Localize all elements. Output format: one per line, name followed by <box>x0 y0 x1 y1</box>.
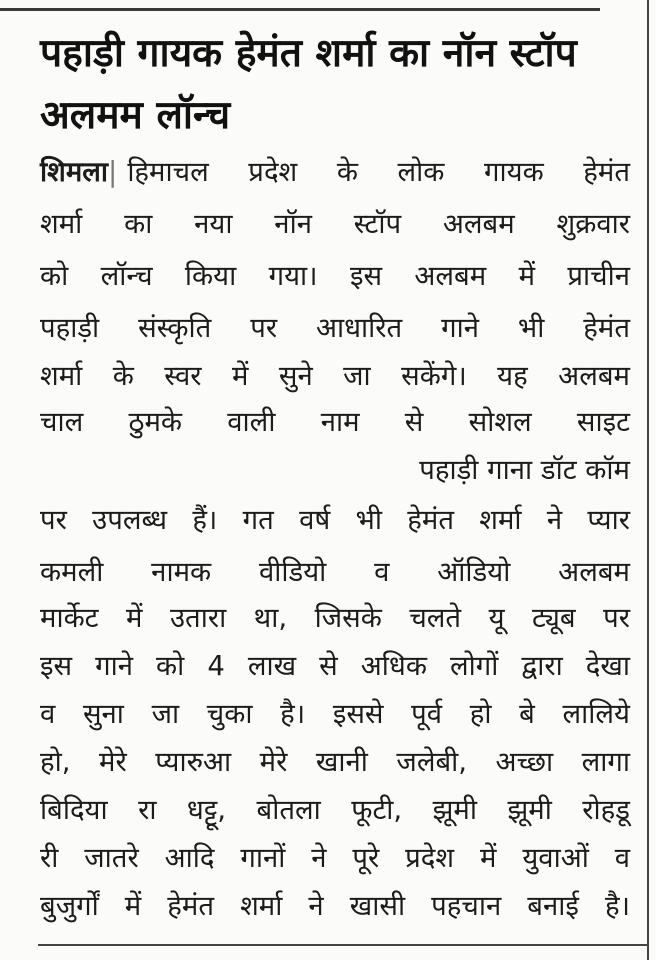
body-line-6: चाल ठुमके वाली नाम से सोशल साइट <box>40 406 630 438</box>
body-line-10: मार्केट में उतारा था, जिसके चलते यू ट्यूब पर <box>40 602 630 634</box>
body-line-2: शर्मा का नया नॉन स्टॉप अलबम शुक्रवार <box>40 208 630 240</box>
bottom-rule <box>38 944 648 946</box>
headline-line-1: पहाड़ी गायक हेमंत शर्मा का नॉन स्टॉप <box>40 31 577 76</box>
headline-line-2: अलमम लॉन्च <box>40 93 231 138</box>
body-line-9: कमली नामक वीडियो व ऑडियो अलबम <box>40 556 630 588</box>
body-line-16: बुजुर्गों में हेमंत शर्मा ने खासी पहचान बनाई है। <box>40 890 630 922</box>
body-line-7: पहाड़ी गाना डॉट कॉम <box>419 454 630 486</box>
body-line-3: को लॉन्च किया गया। इस अलबम में प्राचीन <box>40 260 630 292</box>
dateline-separator: | <box>108 156 118 188</box>
body-line-8: पर उपलब्ध हैं। गत वर्ष भी हेमंत शर्मा ने प्यार <box>40 504 630 536</box>
body-line-1 <box>40 152 630 192</box>
body-line-13: हो, मेरे प्यारुआ मेरे खानी जलेबी, अच्छा लागा <box>40 746 630 778</box>
top-rule <box>0 8 600 11</box>
body-line-5: शर्मा के स्वर में सुने जा सकेंगे। यह अलबम <box>40 360 630 392</box>
body-line-14: बिदिया रा धट्टू, बोतला फूटी, झूमी झूमी रोहडू <box>40 794 630 826</box>
body-line-11: इस गाने को 4 लाख से अधिक लोगों द्वारा देखा <box>40 650 630 682</box>
body-line-15: री जातरे आदि गानों ने पूरे प्रदेश में युवाओं व <box>40 842 630 874</box>
body-line-4: पहाड़ी संस्कृति पर आधारित गाने भी हेमंत <box>40 312 630 344</box>
body-line-text: हिमाचल प्रदेश के लोक गायक हेमंत <box>127 156 630 188</box>
body-line-12: व सुना जा चुका है। इससे पूर्व हो बे लालिये <box>40 698 630 730</box>
dateline: शिमला <box>40 156 109 188</box>
column-rule <box>647 0 649 960</box>
